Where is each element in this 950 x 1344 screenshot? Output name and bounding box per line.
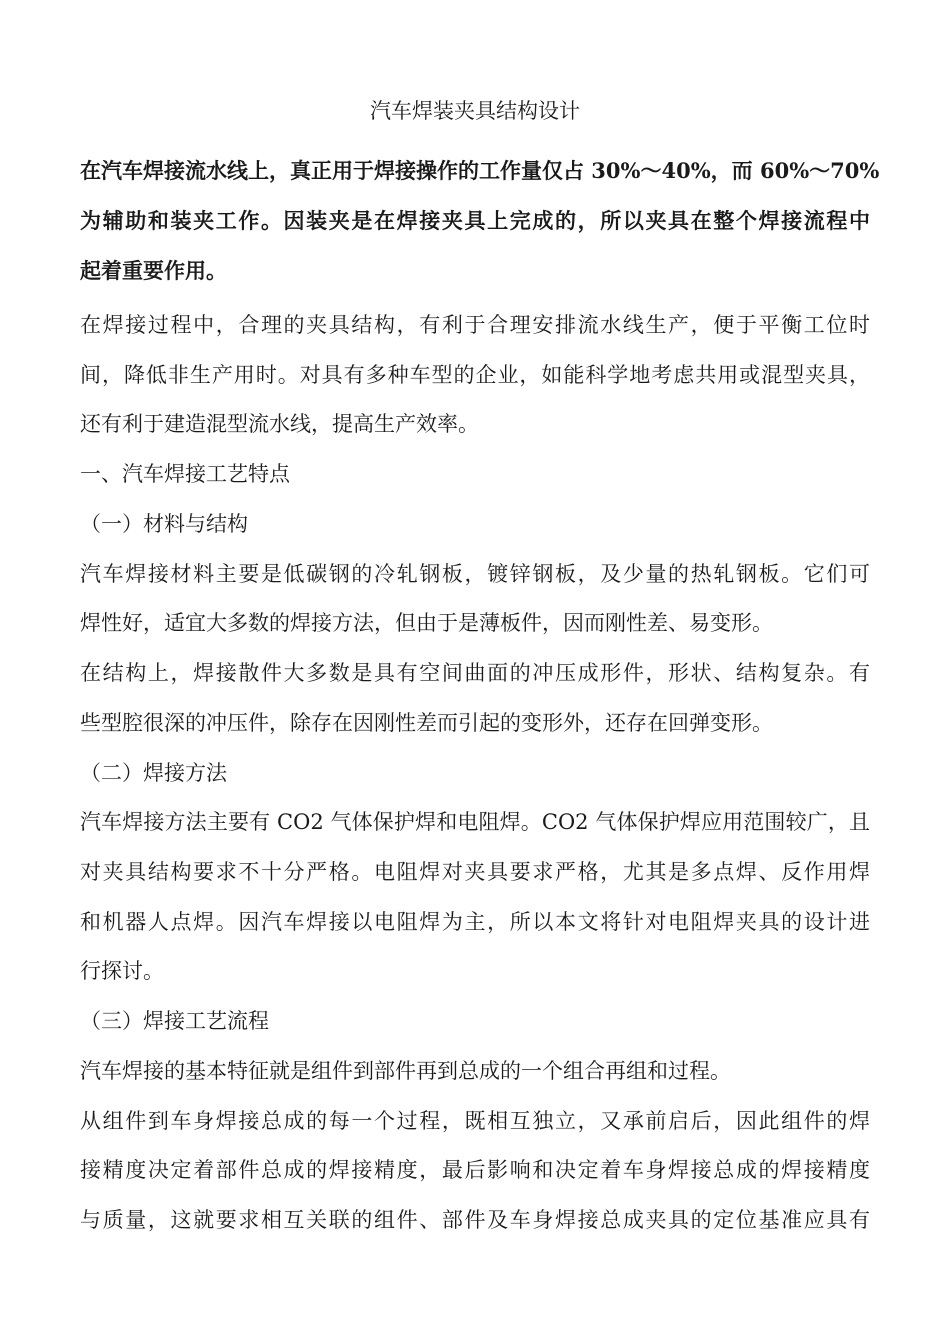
para4-line-4: 行探讨。 [80, 959, 164, 983]
intro-line-3: 起着重要作用。 [80, 258, 227, 283]
para2-line-2: 焊性好，适宜大多数的焊接方法，但由于是薄板件，因而刚性差、易变形。 [80, 611, 773, 635]
subsection-heading-3: （三）焊接工艺流程 [80, 1009, 269, 1033]
section-heading-1: 一、汽车焊接工艺特点 [80, 462, 290, 486]
para1-line-1: 在焊接过程中，合理的夹具结构，有利于合理安排流水线生产，便于平衡工位时 [80, 313, 870, 337]
para6-line-3: 与质量，这就要求相互关联的组件、部件及车身焊接总成夹具的定位基准应具有 [80, 1208, 870, 1232]
para3-line-1: 在结构上，焊接散件大多数是具有空间曲面的冲压成形件，形状、结构复杂。有 [80, 661, 870, 685]
para6-line-1: 从组件到车身焊接总成的每一个过程，既相互独立，又承前启后，因此组件的焊 [80, 1109, 870, 1133]
para3-line-2: 些型腔很深的冲压件，除存在因刚性差而引起的变形外，还存在回弹变形。 [80, 711, 773, 735]
para4-line-2: 对夹具结构要求不十分严格。电阻焊对夹具要求严格，尤其是多点焊、反作用焊 [80, 860, 870, 884]
intro-line-2: 为辅助和装夹工作。因装夹是在焊接夹具上完成的，所以夹具在整个焊接流程中 [80, 208, 870, 233]
subsection-heading-1: （一）材料与结构 [80, 512, 248, 536]
para4-line-1: 汽车焊接方法主要有 CO2 气体保护焊和电阻焊。CO2 气体保护焊应用范围较广，且 [80, 810, 870, 834]
document-title: 汽车焊装夹具结构设计 [370, 99, 580, 123]
para2-line-1: 汽车焊接材料主要是低碳钢的冷轧钢板，镀锌钢板，及少量的热轧钢板。它们可 [80, 562, 870, 586]
intro-line-1: 在汽车焊接流水线上，真正用于焊接操作的工作量仅占 30%～40%，而 60%～70% [80, 158, 880, 183]
para5-line-1: 汽车焊接的基本特征就是组件到部件再到总成的一个组合再组和过程。 [80, 1059, 731, 1083]
para4-line-3: 和机器人点焊。因汽车焊接以电阻焊为主，所以本文将针对电阻焊夹具的设计进 [80, 910, 870, 934]
para1-line-2: 间，降低非生产用时。对具有多种车型的企业，如能科学地考虑共用或混型夹具， [80, 363, 870, 387]
para1-line-3: 还有利于建造混型流水线，提高生产效率。 [80, 412, 479, 436]
para6-line-2: 接精度决定着部件总成的焊接精度，最后影响和决定着车身焊接总成的焊接精度 [80, 1158, 870, 1182]
subsection-heading-2: （二）焊接方法 [80, 761, 227, 785]
